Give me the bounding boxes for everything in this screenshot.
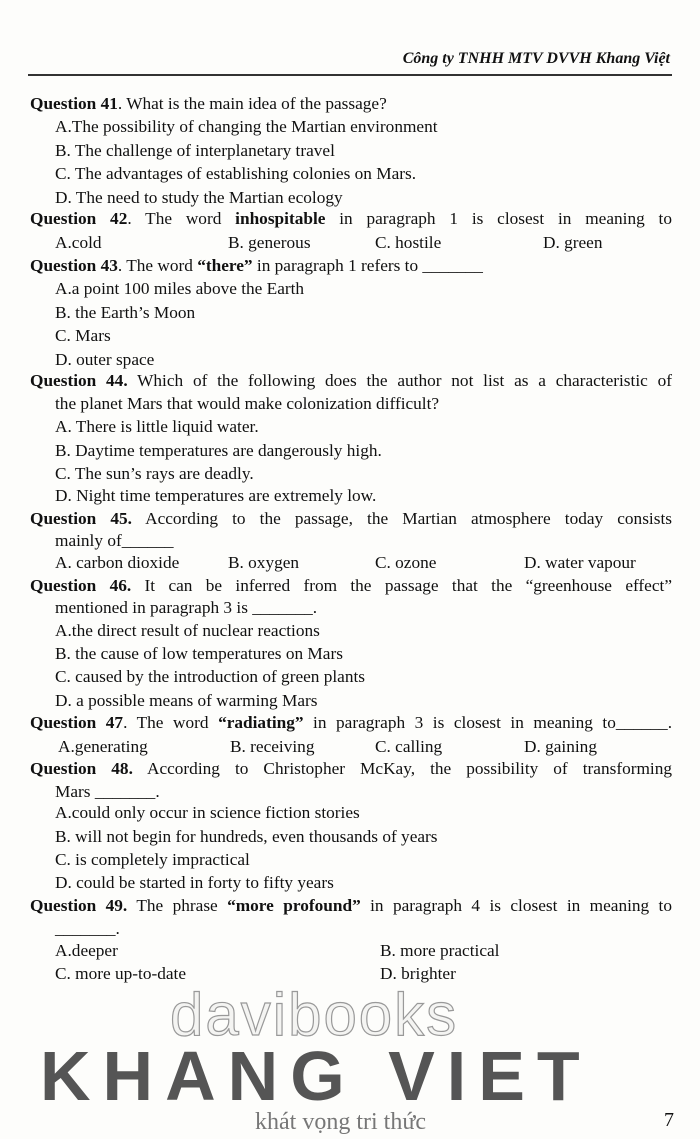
answer-option: C. calling	[375, 736, 443, 756]
text: . What is the main idea of the passage?	[117, 94, 387, 113]
answer-option: C. The sun’s rays are deadly.	[55, 463, 254, 483]
watermark-slogan: khát vọng tri thức	[255, 1109, 426, 1135]
watermark-brand: davibooks	[170, 981, 459, 1048]
text: According to Christopher McKay, the possibility of transforming	[132, 759, 672, 779]
text: According to the passage, the Martian atmosphere today consists	[131, 508, 672, 528]
text: _______.	[55, 919, 120, 939]
running-header: Công ty TNHH MTV DVVH Khang Việt	[402, 50, 670, 67]
question-stem	[30, 256, 672, 276]
text: Which of the following does the author not list as a characteristic of	[127, 371, 672, 391]
question-stem-continuation	[55, 531, 672, 551]
answer-option: B. more practical	[380, 940, 500, 960]
answer-option: C. hostile	[375, 232, 442, 252]
bold-text: Question 45.	[30, 508, 132, 528]
text: It can be inferred from the passage that the “greenhouse effect”	[131, 576, 672, 596]
question-stem-continuation	[55, 919, 672, 939]
bold-text: Question 41	[30, 94, 118, 113]
question-stem	[30, 759, 672, 779]
answer-option: C. ozone	[375, 553, 437, 572]
answer-option: B. the Earth’s Moon	[55, 302, 196, 322]
answer-option: B. generous	[228, 232, 311, 252]
bold-text: Question 47	[30, 713, 124, 733]
question-stem-continuation	[55, 394, 672, 414]
answer-option: A.deeper	[55, 940, 118, 960]
bold-text: Question 42	[30, 209, 128, 229]
answer-option: C. more up-to-date	[55, 964, 187, 984]
answer-option: D. Night time temperatures are extremely low.	[55, 486, 377, 506]
text: . The word	[127, 209, 236, 229]
bold-text: “there”	[197, 256, 253, 275]
answer-option: D. water vapour	[524, 553, 636, 572]
answer-option: B. receiving	[230, 736, 315, 756]
question-stem	[30, 371, 672, 391]
header-rule	[28, 74, 672, 76]
text: mainly of______	[55, 531, 174, 551]
answer-option: D. could be started in forty to fifty years	[55, 872, 334, 892]
question-stem-continuation	[55, 598, 672, 618]
answer-option: B. the cause of low temperatures on Mars	[55, 643, 343, 663]
question-stem	[30, 209, 672, 229]
answer-option: B. oxygen	[228, 553, 300, 572]
question-stem	[30, 713, 672, 733]
answer-option: A.a point 100 miles above the Earth	[55, 279, 305, 299]
page-number: 7	[664, 1109, 674, 1131]
text: in paragraph 1 refers to _______	[252, 256, 483, 275]
text: Mars _______.	[55, 781, 160, 801]
answer-option: A. There is little liquid water.	[55, 417, 259, 437]
text: in paragraph 1 is closest in meaning to	[325, 209, 672, 229]
question-stem	[30, 509, 672, 529]
answer-option: A.could only occur in science fiction stories	[55, 803, 360, 823]
text: The phrase	[127, 895, 228, 915]
text: mentioned in paragraph 3 is _______.	[55, 598, 318, 617]
bold-text: Question 44.	[30, 371, 128, 391]
bold-text: “radiating”	[218, 713, 304, 733]
bold-text: Question 43	[30, 256, 118, 275]
answer-option: A.generating	[58, 736, 148, 756]
bold-text: Question 49.	[30, 895, 128, 915]
text: in paragraph 3 is closest in meaning to______.	[303, 713, 673, 733]
text: the planet Mars that would make colonization difficult?	[55, 393, 440, 413]
answer-option: D. gaining	[524, 736, 597, 756]
bold-text: inhospitable	[235, 209, 326, 229]
bold-text: Question 46.	[30, 576, 132, 596]
answer-option: D. outer space	[55, 349, 155, 369]
answer-option: C. caused by the introduction of green plants	[55, 667, 366, 687]
answer-option: B. Daytime temperatures are dangerously high.	[55, 440, 382, 460]
watermark-logo: KHANG VIET	[40, 1037, 592, 1115]
question-stem	[30, 576, 672, 596]
bold-text: Question 48.	[30, 759, 133, 779]
text: in paragraph 4 is closest in meaning to	[360, 895, 673, 915]
question-stem	[30, 896, 672, 916]
answer-option: B. will not begin for hundreds, even thousands of years	[55, 826, 438, 846]
text: . The word	[123, 713, 219, 733]
answer-option: A.cold	[55, 232, 102, 252]
question-stem	[30, 94, 672, 114]
answer-option: D. green	[543, 232, 603, 252]
answer-option: C. Mars	[55, 326, 111, 346]
answer-option: D. brighter	[380, 964, 456, 984]
bold-text: “more profound”	[227, 895, 361, 915]
answer-option: B. The challenge of interplanetary travel	[55, 140, 335, 160]
answer-option: A.the direct result of nuclear reactions	[55, 620, 320, 640]
answer-option: D. The need to study the Martian ecology	[55, 187, 343, 207]
answer-option: A.The possibility of changing the Martian environment	[55, 117, 438, 137]
answer-option: D. a possible means of warming Mars	[55, 690, 318, 710]
answer-option: C. is completely impractical	[55, 850, 250, 869]
text: . The word	[117, 256, 198, 275]
answer-option: C. The advantages of establishing colonies on Mars.	[55, 164, 417, 184]
answer-option: A. carbon dioxide	[55, 553, 180, 572]
question-stem-continuation	[55, 782, 672, 802]
